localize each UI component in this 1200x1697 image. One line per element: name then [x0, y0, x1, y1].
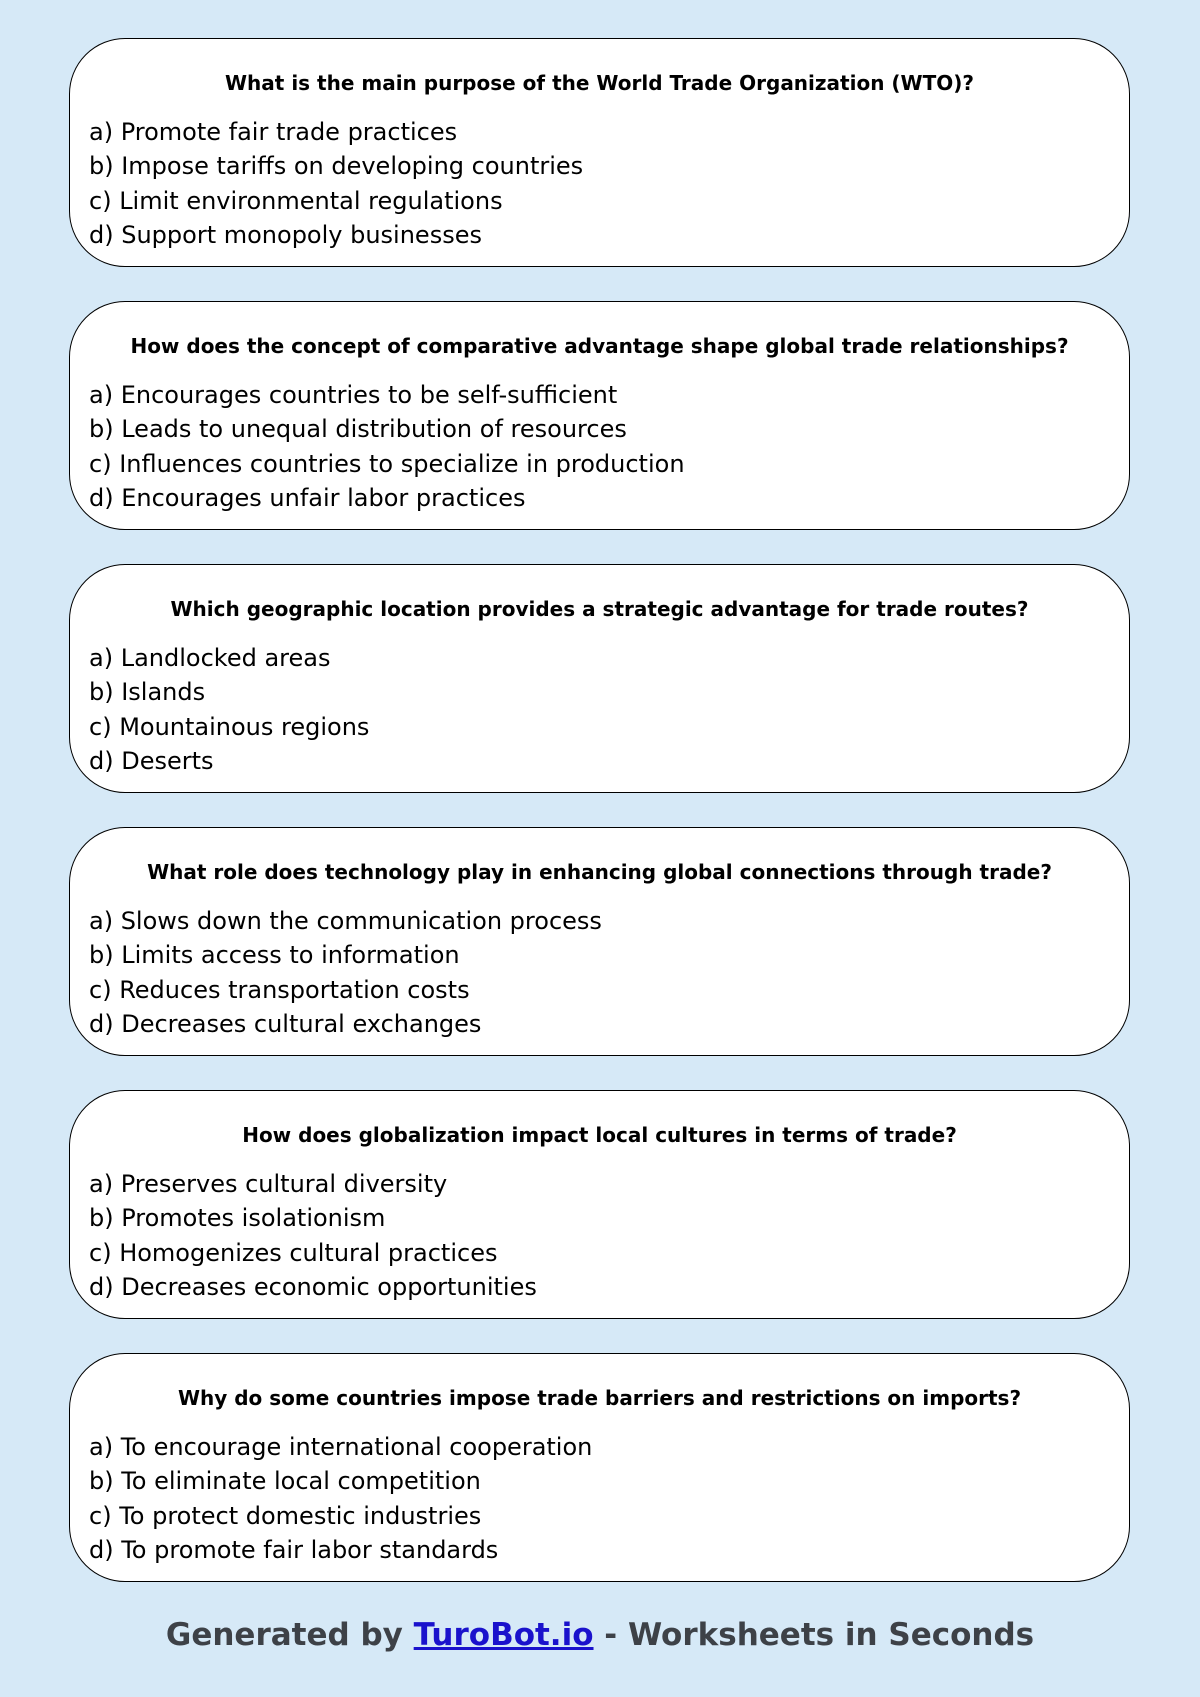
answer-option: b) To eliminate local competition: [89, 1467, 481, 1496]
question-text: How does globalization impact local cultures in terms of trade?: [242, 1123, 957, 1147]
answer-option: b) Promotes isolationism: [89, 1204, 386, 1233]
answer-option: c) Limit environmental regulations: [89, 186, 503, 215]
question-card: [69, 827, 1130, 1056]
answer-option: a) Landlocked areas: [89, 644, 331, 672]
answer-option: c) To protect domestic industries: [89, 1501, 482, 1530]
answer-option: d) Deserts: [89, 746, 214, 775]
answer-option: b) Limits access to information: [89, 941, 460, 970]
answer-options: [89, 378, 685, 515]
footer-prefix: Generated by: [165, 1617, 414, 1653]
answer-option: a) Encourages countries to be self-sufficient: [89, 381, 618, 409]
question-text: How does the concept of comparative advantage shape global trade relationships?: [130, 334, 1069, 358]
answer-options: [89, 1430, 592, 1567]
answer-option: b) Leads to unequal distribution of resources: [89, 415, 627, 444]
turobot-link[interactable]: TuroBot.io: [413, 1617, 594, 1653]
answer-options: [89, 641, 369, 778]
answer-option: c) Homogenizes cultural practices: [89, 1238, 498, 1267]
answer-option: d) To promote fair labor standards: [89, 1535, 499, 1564]
question-card: [69, 1353, 1130, 1582]
footer-credit: [0, 1617, 1200, 1653]
answer-option: d) Support monopoly businesses: [89, 220, 482, 249]
answer-option: c) Reduces transportation costs: [89, 975, 470, 1004]
question-text: What is the main purpose of the World Trade Organization (WTO)?: [225, 71, 974, 95]
question-card: [69, 38, 1130, 267]
question-text: What role does technology play in enhancing global connections through trade?: [147, 860, 1052, 884]
question-card: [69, 1090, 1130, 1319]
answer-options: [89, 904, 602, 1041]
answer-options: [89, 115, 583, 252]
answer-options: [89, 1167, 537, 1304]
question-text: Why do some countries impose trade barriers and restrictions on imports?: [177, 1386, 1022, 1410]
answer-option: a) To encourage international cooperation: [89, 1433, 593, 1461]
question-card: [69, 564, 1130, 793]
answer-option: d) Decreases cultural exchanges: [89, 1009, 482, 1038]
question-text: Which geographic location provides a strategic advantage for trade routes?: [170, 597, 1029, 621]
question-card: [69, 301, 1130, 530]
answer-option: b) Impose tariffs on developing countries: [89, 152, 584, 181]
answer-option: c) Influences countries to specialize in production: [89, 449, 685, 478]
answer-option: a) Promote fair trade practices: [89, 118, 458, 146]
answer-option: a) Preserves cultural diversity: [89, 1170, 448, 1198]
footer-suffix: - Worksheets in Seconds: [593, 1617, 1035, 1653]
answer-option: c) Mountainous regions: [89, 712, 370, 741]
answer-option: b) Islands: [89, 678, 206, 707]
answer-option: d) Decreases economic opportunities: [89, 1272, 537, 1301]
answer-option: d) Encourages unfair labor practices: [89, 483, 526, 512]
answer-option: a) Slows down the communication process: [89, 907, 602, 935]
